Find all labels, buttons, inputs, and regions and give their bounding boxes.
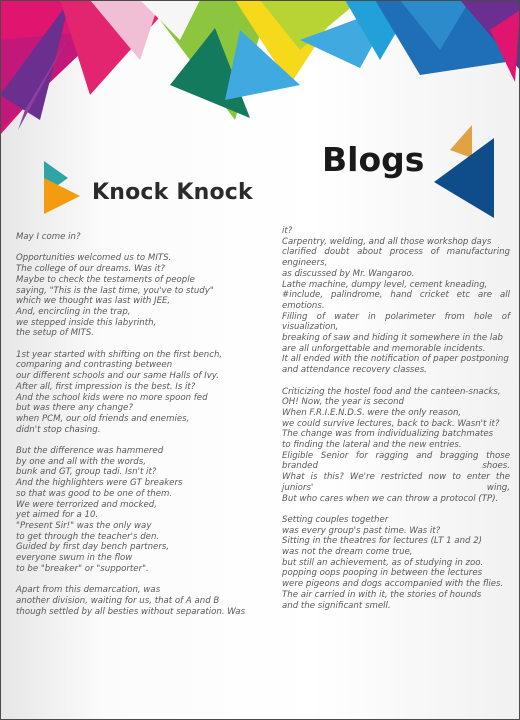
article-line: But the difference was hammered	[16, 446, 164, 457]
article-line: Eligible Senior for ragging and bragging those branded shoes.	[282, 450, 510, 472]
article-line: though settled by all besties without separation. Was	[16, 606, 246, 617]
article-line: Lathe machine, dumpy level, cement kneading,	[282, 279, 488, 290]
article-line: are all unforgettable and memorable incidents.	[282, 343, 486, 354]
article-line: to finding the lateral and the new entries.	[282, 440, 462, 451]
article-line: #include, palindrome, hand cricket etc are all emotions.	[282, 290, 510, 311]
article-line: Setting couples together	[282, 514, 389, 525]
article-line: After all, first impression is the best. Is it?	[16, 381, 196, 392]
article-line: "Present Sir!" was the only way	[16, 520, 152, 531]
article-line: everyone swum in the flow	[16, 553, 133, 564]
article-line: clarified doubt about process of manufacturing engineers,	[282, 247, 510, 269]
article-line: were pigeons and dogs accompanied with the flies.	[282, 579, 504, 590]
article-line: didn't stop chasing.	[16, 424, 101, 435]
article-line: but still an achievement, as of studying in zoo.	[282, 557, 484, 568]
article-line: yet aimed for a 10.	[16, 510, 99, 521]
article-line: when PCM, our old friends and enemies,	[16, 413, 190, 424]
article-line: What is this? We're restricted now to enter the juniors' wing,	[282, 472, 510, 493]
article-line: And the highlighters were GT breakers	[16, 478, 183, 489]
article-line: And the school kids were no more spoon fed	[16, 392, 208, 403]
article-line: to be "breaker" or "supporter".	[16, 563, 149, 574]
article-line: was not the dream come true,	[282, 547, 413, 558]
article-title: Knock Knock	[92, 180, 253, 205]
article-line: comparing and contrasting between	[16, 360, 173, 371]
article-line: Filling of water in polarimeter from hole of visualization,	[282, 311, 510, 333]
article-line: Guided by first day bench partners,	[16, 542, 170, 553]
article-line: breaking of saw and hiding it somewhere in the lab	[282, 333, 503, 344]
article-line: Maybe to check the testaments of people	[16, 274, 195, 285]
article-line: The college of our dreams. Was it?	[16, 264, 165, 275]
article-line: we could survive lectures, back to back. Wasn't it?	[282, 418, 500, 429]
article-line: which we thought was last with JEE,	[16, 296, 171, 307]
article-line: and the significant smell.	[282, 600, 391, 611]
article-line: Opportunities welcomed us to MITS.	[16, 253, 172, 264]
article-line: OH! Now, the year is second	[282, 397, 405, 408]
article-line: our different schools and our same Halls of Ivy.	[16, 371, 219, 382]
article-line: It all ended with the notification of paper postponing	[282, 354, 509, 365]
article-line: so that was good to be one of them.	[16, 488, 173, 499]
article-line: saying, "This is the last time, you've to study"	[16, 285, 214, 296]
article-line: The change was from individualizing batchmates	[282, 429, 494, 440]
article-line: And, encircling in the trap,	[16, 306, 131, 317]
article-line: Carpentry, welding, and all those workshop days	[282, 236, 492, 247]
article-line: We were terrorized and mocked,	[16, 499, 157, 510]
article-line: But who cares when we can throw a protocol (TP).	[282, 493, 499, 504]
article-line: it?	[282, 226, 293, 236]
article-line: May I come in?	[16, 232, 81, 242]
article-line: we stepped inside this labyrinth,	[16, 317, 157, 328]
article-line: The air carried in with it, the stories of hounds	[282, 589, 482, 600]
article-line: but was there any change?	[16, 403, 133, 414]
article-line: the setup of MITS.	[16, 328, 95, 339]
article-line: When F.R.I.E.N.D.S. were the only reason,	[282, 407, 462, 418]
article-line: Apart from this demarcation, was	[16, 585, 161, 596]
article-line: to get through the teacher's den.	[16, 531, 160, 542]
article-line: was every group's past time. Was it?	[282, 525, 441, 536]
article-line: popping oops pooping in between the lectures	[282, 568, 483, 579]
article-line: Sitting in the theatres for lectures (LT 1 and 2)	[282, 536, 483, 547]
article-line: bunk and GT, group tadi. Isn't it?	[16, 467, 157, 478]
article-line: 1st year started with shifting on the first bench,	[16, 349, 223, 360]
section-title: Blogs	[322, 140, 425, 179]
article-line: and attendance recovery classes.	[282, 365, 427, 376]
article-line: by one and all with the words,	[16, 456, 146, 467]
article-line: Criticizing the hostel food and the canteen-snacks,	[282, 386, 501, 397]
article-line: as discussed by Mr. Wangaroo.	[282, 268, 415, 279]
article-line: another division, waiting for us, that of A and B	[16, 595, 220, 606]
